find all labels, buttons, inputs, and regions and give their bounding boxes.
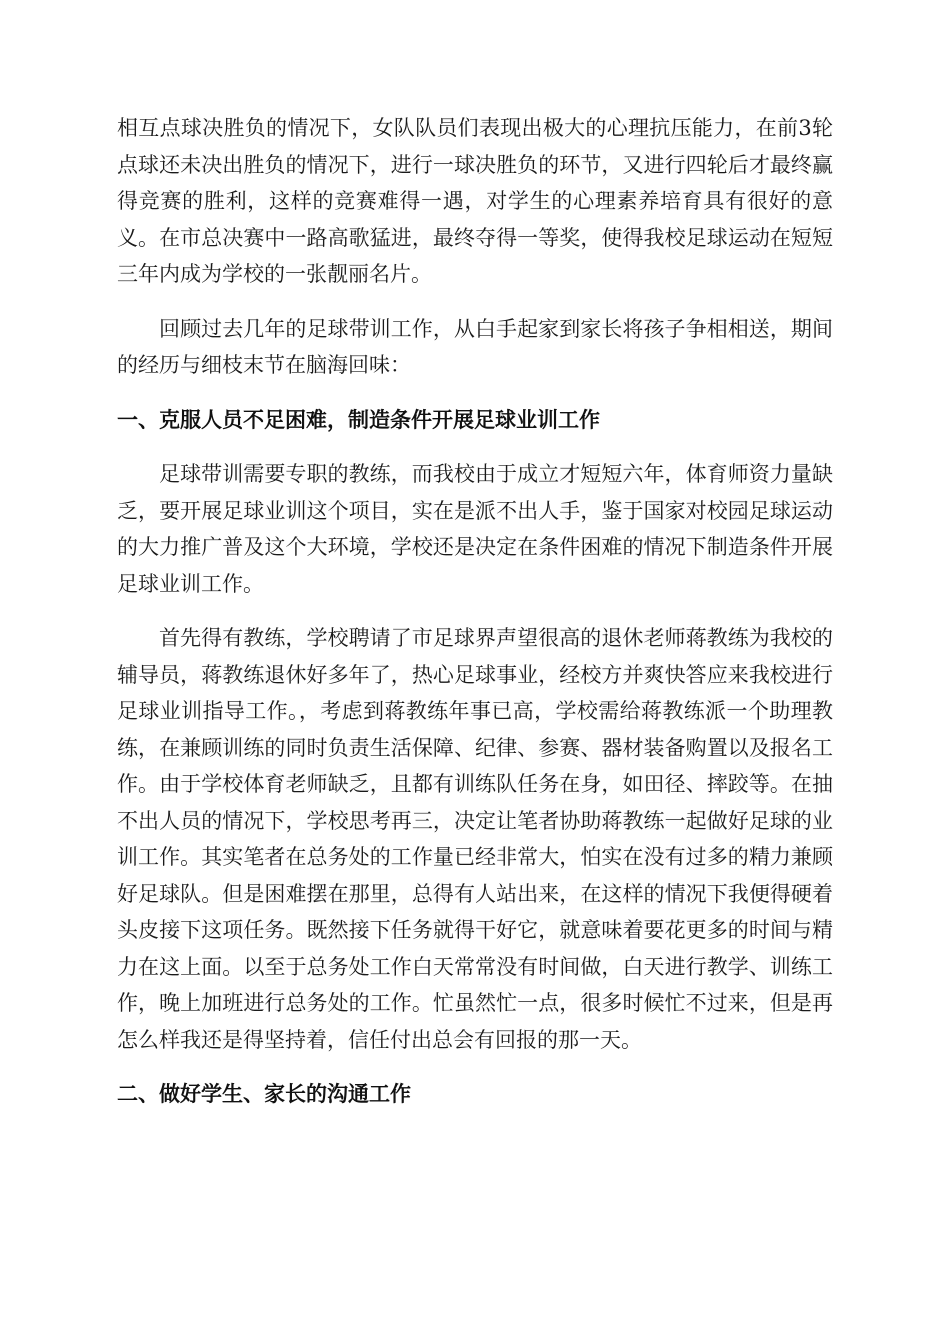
section-heading-one: 一、克服人员不足困难，制造条件开展足球业训工作: [117, 407, 600, 432]
paragraph-hiring-coach: 首先得有教练，学校聘请了市足球界声望很高的退休老师蒋教练为我校的辅导员，蒋教练退休好多年了，热心足球事业，经校方并爽快答应来我校进行足球业训指导工作。，考虑到蒋教练年事已高，学校需给蒋教练派一个助理教练，在兼顾训练的同时负责生活保障、纪律、参赛、器材装备购置以及报名工作。由于学校体育老师缺乏，且都有训练队任务在身，如田径、摔跤等。在抽不出人员的情况下，学校思考再三，决定让笔者协助蒋教练一起做好足球的业训工作。其实笔者在总务处的工作量已经非常大，怕实在没有过多的精力兼顾好足球队。但是困难摆在那里，总得有人站出来，在这样的情况下我便得硬着头皮接下这项任务。既然接下任务就得干好它，就意味着要花更多的时间与精力在这上面。以至于总务处工作白天常常没有时间做，白天进行教学、训练工作，晚上加班进行总务处的工作。忙虽然忙一点，很多时候忙不过来，但是再怎么样我还是得坚持着，信任付出总会有回报的那一天。: [117, 626, 833, 1052]
document-body: [117, 110, 833, 1131]
paragraph-review-intro: 回顾过去几年的足球带训工作，从白手起家到家长将孩子争相相送，期间的经历与细枝末节在脑海回味：: [117, 316, 833, 377]
paragraph-coach-shortage: 足球带训需要专职的教练，而我校由于成立才短短六年，体育师资力量缺乏，要开展足球业训这个项目，实在是派不出人手，鉴于国家对校园足球运动的大力推广普及这个大环境，学校还是决定在条件困难的情况下制造条件开展足球业训工作。: [117, 462, 833, 596]
paragraph-match-result: 相互点球决胜负的情况下，女队队员们表现出极大的心理抗压能力，在前3轮点球还未决出胜负的情况下，进行一球决胜负的环节，又进行四轮后才最终赢得竞赛的胜利，这样的竞赛难得一遇，对学生的心理素养培育具有很好的意义。在市总决赛中一路高歌猛进，最终夺得一等奖，使得我校足球运动在短短三年内成为学校的一张靓丽名片。: [117, 116, 833, 286]
section-heading-two: 二、做好学生、家长的沟通工作: [117, 1082, 411, 1106]
